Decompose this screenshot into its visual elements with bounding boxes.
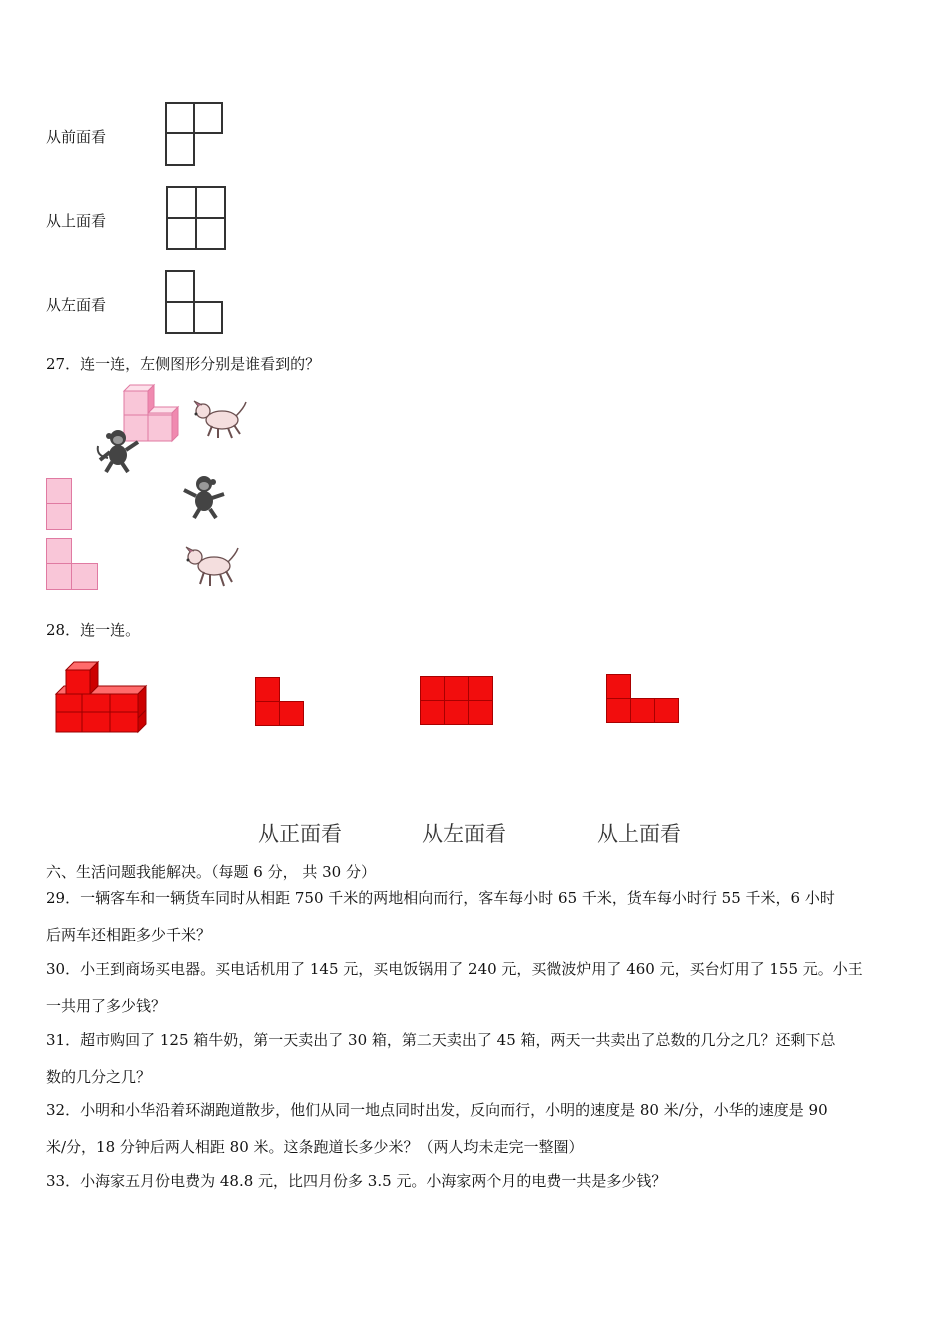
q27-text: 27．连一连，左侧图形分别是谁看到的？: [46, 355, 321, 373]
dog-icon: [182, 544, 240, 588]
top-view-figure: [166, 186, 226, 250]
red-view-l-small: [255, 677, 305, 727]
question-33: 33．小海家五月份电费为 48.8 元，比四月份多 3.5 元。小海家两个月的电费一共是多少钱？: [46, 1172, 667, 1190]
red-cube-figure: [52, 660, 152, 736]
section-title: 六、生活问题我能解决。（每题 6 分， 共 30 分）: [46, 863, 376, 881]
question-32: 32．小明和小华沿着环湖跑道散步，他们从同一地点同时出发，反向而行，小明的速度是 80 米/分，小华的速度是 90 米/分，18 分钟后两人相距 80 米。这条跑道长多少米？（两人均未走完一整圈）: [46, 1101, 828, 1156]
red-view-rectangle: [420, 676, 494, 726]
left-view-label: 从左面看: [46, 296, 107, 314]
pink-view-vertical: [46, 478, 72, 530]
monkey-icon: [92, 428, 140, 474]
view-label-left: 从左面看: [422, 822, 506, 846]
question-29: 29．一辆客车和一辆货车同时从相距 750 千米的两地相向而行，客车每小时 65 千米，货车每小时行 55 千米，6 小时 后两车还相距多少千米？: [46, 889, 835, 944]
q28-text: 28．连一连。: [46, 621, 141, 639]
front-view-figure: [165, 102, 225, 166]
question-31: 31．超市购回了 125 箱牛奶，第一天卖出了 30 箱，第二天卖出了 45 箱，两天一共卖出了总数的几分之几？还剩下总 数的几分之几？: [46, 1031, 836, 1086]
front-view-label: 从前面看: [46, 128, 107, 146]
view-label-front: 从正面看: [258, 822, 342, 846]
dog-icon: [190, 398, 248, 440]
question-30: 30．小王到商场买电器。买电话机用了 145 元，买电饭锅用了 240 元，买微波炉用了 460 元，买台灯用了 155 元。小王 一共用了多少钱？: [46, 960, 863, 1015]
pink-view-l-shape: [46, 538, 98, 590]
top-view-label: 从上面看: [46, 212, 107, 230]
view-label-top: 从上面看: [597, 822, 681, 846]
red-view-l-long: [606, 674, 680, 724]
monkey-icon: [182, 474, 230, 520]
left-view-figure: [165, 270, 225, 334]
